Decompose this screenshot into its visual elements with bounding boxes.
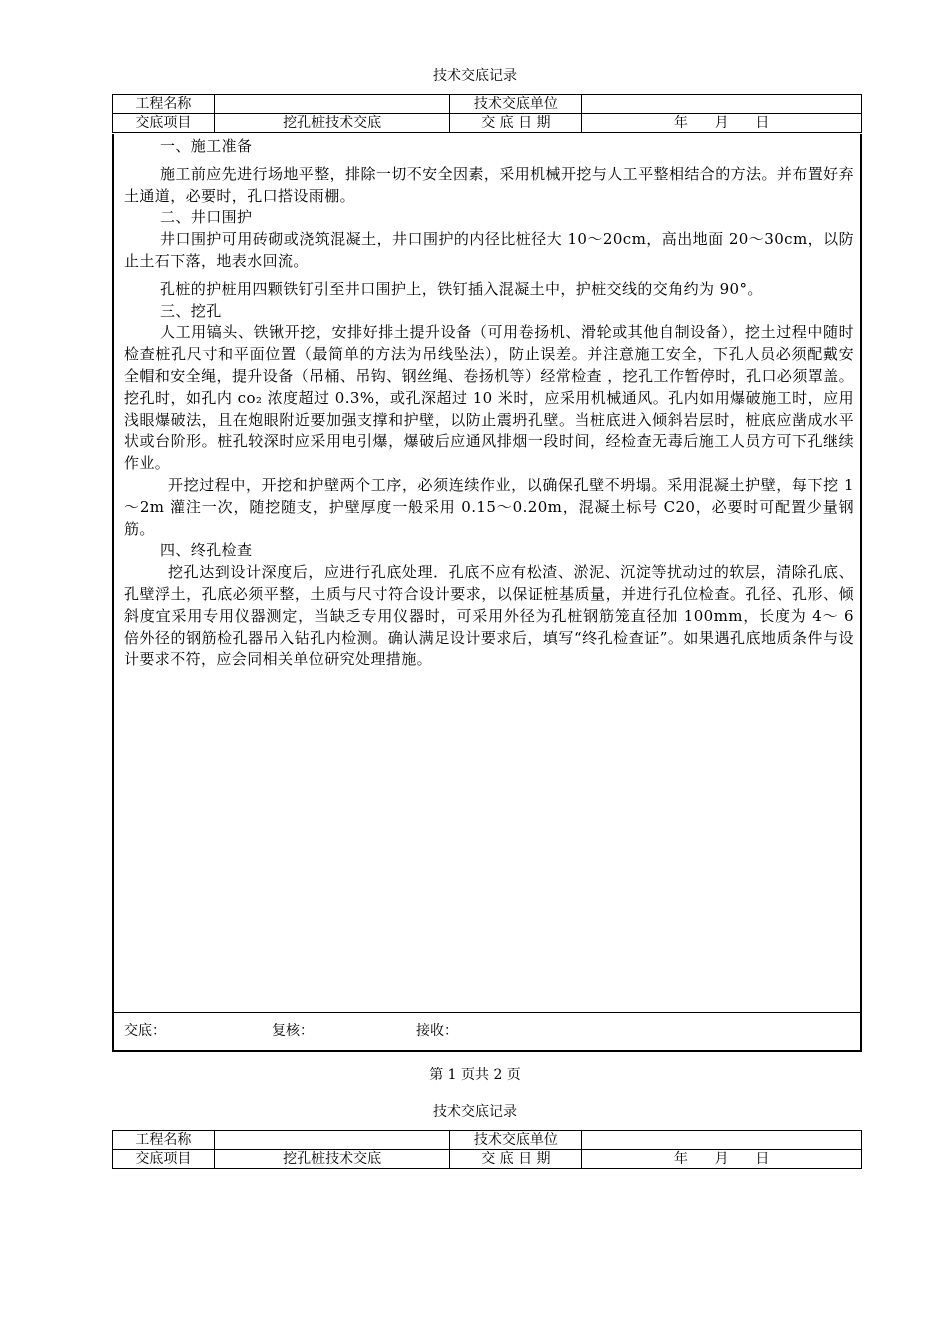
item-value: 挖孔桩技术交底 [214, 114, 450, 133]
unit-label: 技术交底单位 [450, 1131, 582, 1150]
unit-value [582, 1131, 862, 1150]
jieshou-label: 接收： [416, 1023, 458, 1039]
section-2-paragraph-2: 孔桩的护桩用四颗铁钉引至井口围护上，铁钉插入混凝土中，护桩交线的交角约为 90°。 [160, 279, 763, 298]
page-footer: 第 1 页共 2 页 [429, 1067, 521, 1083]
fuhe-label: 复核： [272, 1023, 314, 1039]
item-label: 交底项目 [113, 114, 215, 133]
section-1-paragraph: 施工前应先进行场地平整，排除一切不安全因素，采用机械开挖与人工平整相结合的方法。并布置好弃土通道，必要时，孔口搭设雨棚。 [124, 164, 854, 205]
date-value: 年 月 日 [582, 1150, 862, 1169]
page-2-title: 技术交底记录 [433, 1104, 517, 1120]
date-label: 交 底 日 期 [450, 114, 582, 133]
unit-value [582, 95, 862, 114]
content-box [112, 134, 862, 1052]
jiaodi-label: 交底： [124, 1023, 166, 1039]
item-label: 交底项目 [113, 1150, 215, 1169]
section-3-paragraph-2: 开挖过程中，开挖和护壁两个工序，必须连续作业，以确保孔壁不坍塌。采用混凝土护壁，每下挖 1～2m 灌注一次，随挖随支，护壁厚度一般采用 0.15～0.20m，混凝土标号 C20，必要时可配置少量钢筋。 [124, 475, 854, 538]
section-1-title: 一、施工准备 [160, 137, 253, 155]
section-3-title: 三、挖孔 [160, 301, 222, 320]
project-name-label: 工程名称 [113, 95, 215, 114]
section-2-paragraph-1: 井口围护可用砖砌或浇筑混凝土，井口围护的内径比桩径大 10～20cm，高出地面 20～30cm，以防止土石下落，地表水回流。 [124, 230, 854, 270]
content-text [124, 136, 854, 671]
page-title: 技术交底记录 [433, 68, 517, 84]
project-name-label: 工程名称 [113, 1131, 215, 1150]
section-4-title: 四、终孔检查 [160, 541, 253, 560]
unit-label: 技术交底单位 [450, 95, 582, 114]
page-2-header-table [112, 1130, 862, 1169]
date-label: 交 底 日 期 [450, 1150, 582, 1169]
project-name-value [214, 95, 450, 114]
header-table [112, 94, 862, 133]
date-value: 年 月 日 [582, 114, 862, 133]
section-3-paragraph-1: 人工用镐头、铁锹开挖，安排好排土提升设备（可用卷扬机、滑轮或其他自制设备），挖土过程中随时检查桩孔尺寸和平面位置（最简单的方法为吊线坠法），防止误差。并注意施工安全，下孔人员必须配戴安全帽和安全绳，提升设备（吊桶、吊钩、钢丝绳、卷扬机等）经常检查 ，挖孔工作暂停时，孔口必须罩盖。挖孔时，如孔内 co₂ 浓度超过 0.3%，或孔深超过 10 米时，应采用机械通风。孔内如用爆破施工时，应用浅眼爆破法，且在炮眼附近要加强支撑和护壁，以防止震坍孔壁。当桩底进入倾斜岩层时，桩底应凿成水平状或台阶形。桩孔较深时应采用电引爆，爆破后应通风排烟一段时间，经检查无毒后施工人员方可下孔继续作业。 [124, 323, 854, 473]
section-2-title: 二、井口围护 [160, 208, 253, 227]
project-name-value [214, 1131, 450, 1150]
item-value: 挖孔桩技术交底 [214, 1150, 450, 1169]
signature-row [114, 1012, 860, 1049]
section-4-paragraph: 挖孔达到设计深度后，应进行孔底处理．孔底不应有松渣、淤泥、沉淀等扰动过的软层，清除孔底、孔壁浮土，孔底必须平整，土质与尺寸符合设计要求，以保证桩基质量，并进行孔位检查。孔径、孔形、倾斜度宜采用专用仪器测定，当缺乏专用仪器时，可采用外径为孔桩钢筋笼直径加 100mm，长度为 4～ 6 倍外径的钢筋检孔器吊入钻孔内检测。确认满足设计要求后，填写“终孔检查证”。如果遇孔底地质条件与设计要求不符，应会同相关单位研究处理措施。 [124, 563, 854, 669]
